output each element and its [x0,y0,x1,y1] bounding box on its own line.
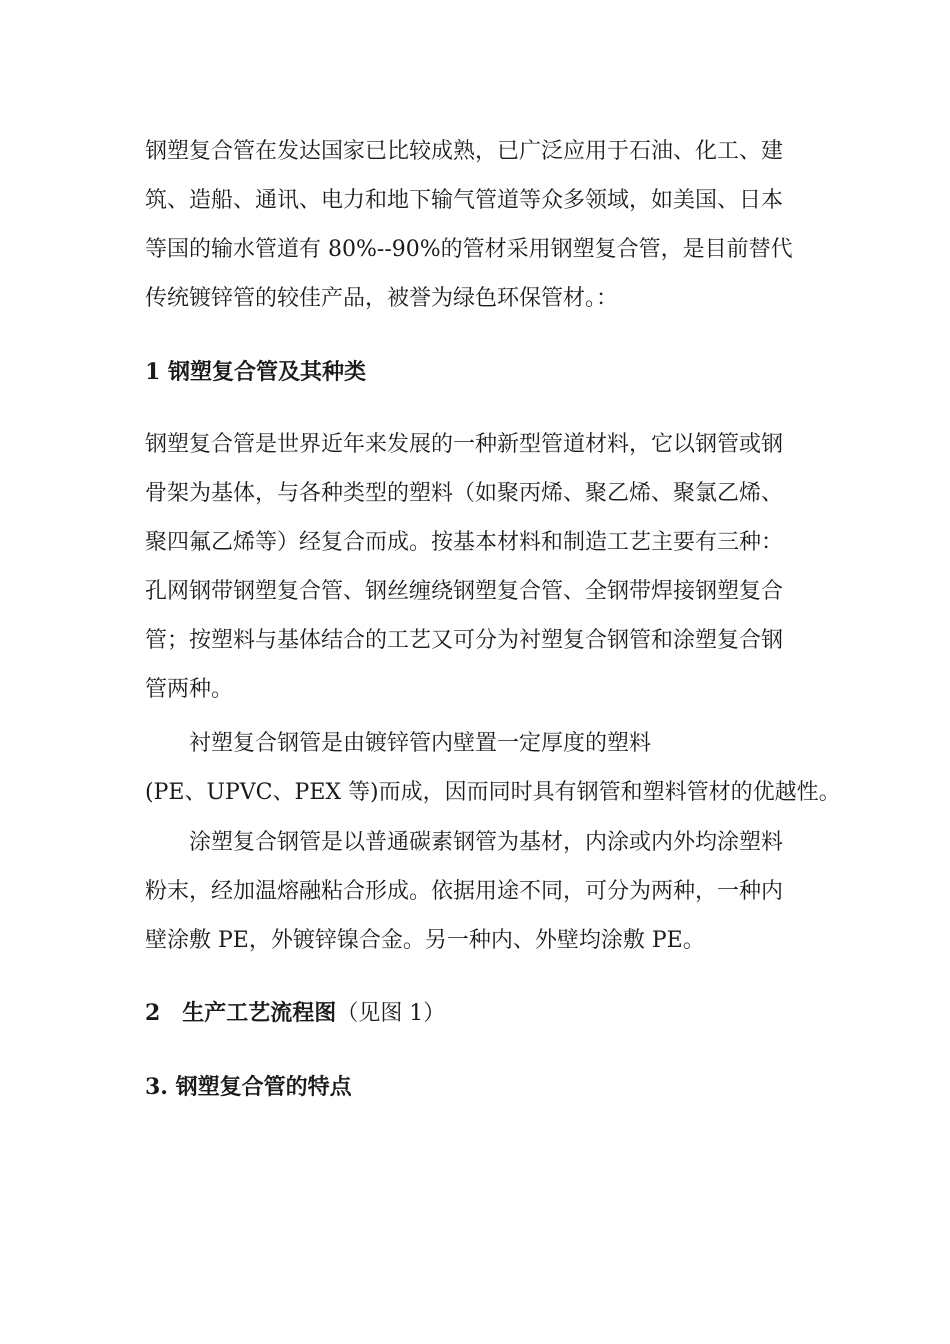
section-1-paragraph-2 [145,719,841,817]
section-1-p1-line-2: 骨架为基体，与各种类型的塑料（如聚丙烯、聚乙烯、聚氯乙烯、 [145,481,784,506]
section-2-heading-text: 2 生产工艺流程图 [145,1000,337,1026]
section-1-p1-line-1: 钢塑复合管是世界近年来发展的一种新型管道材料，它以钢管或钢 [145,432,784,457]
intro-line-3: 等国的输水管道有 80%--90%的管材采用钢塑复合管，是目前替代 [145,237,793,262]
section-1-paragraph-3 [145,818,805,965]
section-1-p3-line-2: 粉末，经加温熔融粘合形成。依据用途不同，可分为两种，一种内 [145,879,784,904]
section-1-p1-line-5: 管；按塑料与基体结合的工艺又可分为衬塑复合钢管和涂塑复合钢 [145,628,784,653]
section-3-heading-text: 3. 钢塑复合管的特点 [145,1074,352,1100]
section-1-p2-line-1: 衬塑复合钢管是由镀锌管内壁置一定厚度的塑料 [189,731,652,756]
section-1-p3-line-3: 壁涂敷 PE，外镀锌镍合金。另一种内、外壁均涂敷 PE。 [145,928,705,953]
intro-line-1: 钢塑复合管在发达国家已比较成熟，已广泛应用于石油、化工、建 [145,139,784,164]
section-1-p2-line-2: (PE、UPVC、PEX 等)而成，因而同时具有钢管和塑料管材的优越性。 [145,780,841,805]
intro-line-4: 传统镀锌管的较佳产品，被誉为绿色环保管材。： [145,286,619,311]
section-1-p1-line-4: 孔网钢带钢塑复合管、钢丝缠绕钢塑复合管、全钢带焊接钢塑复合 [145,579,784,604]
intro-paragraph [145,127,805,323]
section-3-heading [145,1071,352,1103]
section-1-heading-text: 1 钢塑复合管及其种类 [145,359,366,385]
intro-line-2: 筑、造船、通讯、电力和地下输气管道等众多领域，如美国、日本 [145,188,784,213]
section-1-p3-line-1: 涂塑复合钢管是以普通碳素钢管为基材，内涂或内外均涂塑料 [189,830,784,855]
section-1-paragraph-1 [145,420,805,714]
section-1-heading [145,356,366,388]
section-2-heading [145,997,445,1030]
section-1-p1-line-3: 聚四氟乙烯等）经复合而成。按基本材料和制造工艺主要有三种： [145,530,784,555]
section-1-p1-line-6: 管两种。 [145,677,234,702]
section-2-heading-note: （见图 1） [336,1001,446,1026]
